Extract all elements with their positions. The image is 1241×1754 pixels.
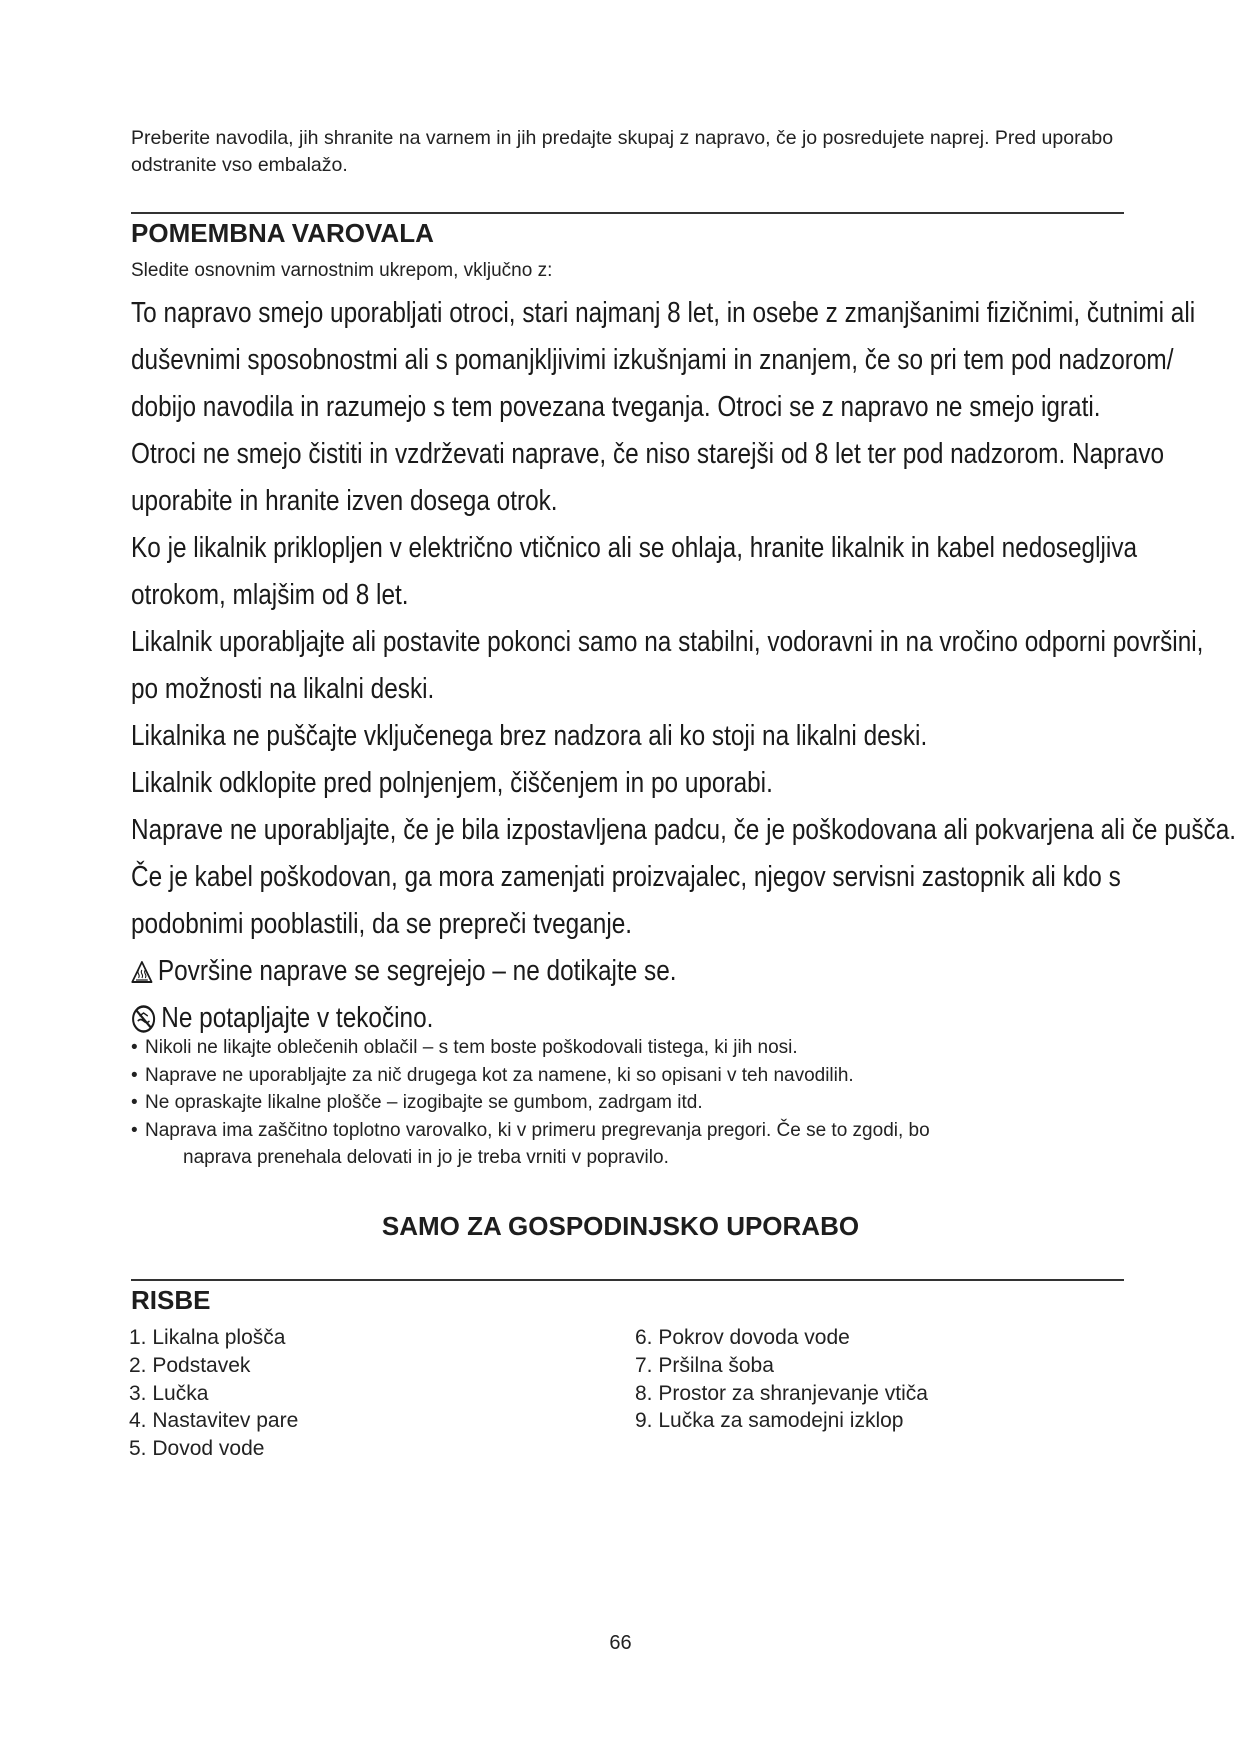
hot-surface-line (131, 948, 979, 995)
section-divider (131, 1279, 1124, 1281)
safety-line: Otroci ne smejo čistiti in vzdrževati naprave, če niso starejši od 8 let ter pod nadzorom. Napravo (131, 438, 1165, 470)
bullet-marker: • (131, 1064, 138, 1086)
list-item (131, 1117, 1121, 1172)
list-item: 3. Lučka (129, 1381, 209, 1405)
list-item: 1. Likalna plošča (129, 1326, 286, 1349)
hot-surface-text: Površine naprave se segrejejo – ne dotikajte se. (157, 955, 677, 987)
safety-line: uporabite in hranite izven dosega otrok. (131, 485, 558, 517)
safety-heading: POMEMBNA VAROVALA (131, 218, 434, 248)
section-divider (131, 212, 1124, 214)
bullet-marker: • (131, 1037, 138, 1058)
safety-line: Naprave ne uporabljajte, če je bila izpostavljena padcu, če je poškodovana ali pokvarjena ali če pušča. (131, 814, 1237, 846)
bullet-text-continuation: naprava prenehala delovati in jo je treba vrniti v popravilo. (183, 1147, 669, 1168)
list-item: 7. Pršilna šoba (635, 1353, 774, 1377)
list-item: 8. Prostor za shranjevanje vtiča (635, 1381, 928, 1405)
list-item: 5. Dovod vode (129, 1437, 265, 1461)
bullet-text: Naprave ne uporabljajte za nič drugega kot za namene, ki so opisani v teh navodilih. (145, 1064, 854, 1086)
bullet-marker: • (131, 1092, 138, 1113)
safety-line: dobijo navodila in razumejo s tem povezana tveganja. Otroci se z napravo ne smejo igrati. (131, 391, 1101, 423)
safety-line: duševnimi sposobnostmi ali s pomanjkljivimi izkušnjami in znanjem, če so pri tem pod nadzorom/ (131, 344, 1174, 376)
safety-line: Ko je likalnik priklopljen v električno vtičnico ali se ohlaja, hranite likalnik in kabel nedosegljiva (131, 532, 1138, 564)
safety-line: Če je kabel poškodovan, ga mora zamenjati proizvajalec, njegov servisni zastopnik ali kdo s (131, 861, 1121, 893)
bullet-text: Naprava ima zaščitno toplotno varovalko, ki v primeru pregrevanja pregori. Če se to zgodi, bo (145, 1119, 930, 1141)
safety-subheading: Sledite osnovnim varnostnim ukrepom, vključno z: (131, 260, 553, 281)
safety-bullet-list (131, 1034, 1121, 1172)
safety-text-block (131, 290, 1237, 1042)
safety-line: otrokom, mlajšim od 8 let. (131, 579, 409, 611)
no-immerse-icon (131, 1004, 156, 1034)
parts-list-right (635, 1324, 928, 1435)
safety-line: To napravo smejo uporabljati otroci, stari najmanj 8 let, in osebe z zmanjšanimi fizičnimi, čutnimi ali (131, 297, 1196, 329)
list-item (131, 1089, 1121, 1117)
hot-surface-warning-icon (131, 960, 153, 984)
list-item: 9. Lučka za samodejni izklop (635, 1409, 904, 1433)
safety-line: po možnosti na likalni deski. (131, 673, 435, 705)
list-item (131, 1034, 1121, 1062)
list-item: 4. Nastavitev pare (129, 1409, 299, 1433)
drawings-heading: RISBE (131, 1285, 211, 1315)
household-use-heading: SAMO ZA GOSPODINJSKO UPORABO (381, 1211, 860, 1241)
safety-line: Likalnika ne puščajte vključenega brez nadzora ali ko stoji na likalni deski. (131, 720, 928, 752)
safety-line: podobnimi pooblastili, da se prepreči tveganje. (131, 908, 633, 940)
no-immerse-text: Ne potapljajte v tekočino. (161, 1002, 434, 1034)
page-number: 66 (609, 1632, 632, 1654)
bullet-text: Ne opraskajte likalne plošče – izogibajte se gumbom, zadrgam itd. (145, 1092, 703, 1113)
list-item: 6. Pokrov dovoda vode (635, 1326, 850, 1349)
intro-paragraph: Preberite navodila, jih shranite na varnem in jih predajte skupaj z napravo, če jo posredujete naprej. Pred uporabo odstranite vso embalažo. (131, 127, 1114, 176)
bullet-text: Nikoli ne likajte oblečenih oblačil – s tem boste poškodovali tistega, ki jih nosi. (145, 1037, 798, 1058)
parts-list-left (129, 1324, 298, 1463)
list-item: 2. Podstavek (129, 1353, 251, 1377)
safety-line: Likalnik uporabljajte ali postavite pokonci samo na stabilni, vodoravni in na vročino odporni površini, (131, 626, 1204, 658)
bullet-marker: • (131, 1119, 138, 1141)
safety-line: Likalnik odklopite pred polnjenjem, čiščenjem in po uporabi. (131, 767, 773, 799)
list-item (131, 1062, 1121, 1090)
